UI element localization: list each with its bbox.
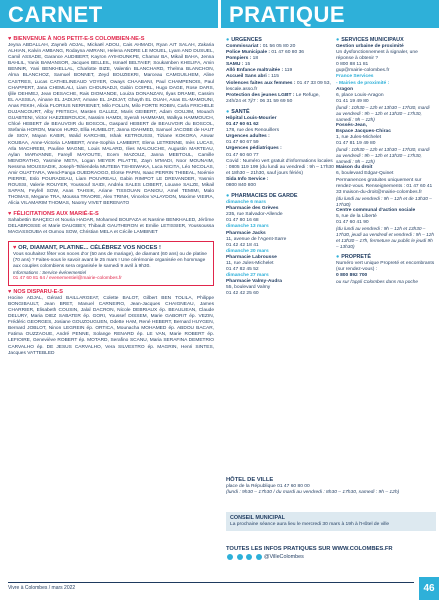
pharmacie-phone: 01 42 42 18 41 (226, 242, 259, 248)
justice-hours: (du lundi au vendredi : 9h – 12h et de 13h30 – 17h30) (336, 195, 432, 207)
bienvenue-names: Jeyna ABDALLAH, Zayneb ADJAL, Mickaël ADOU, Cais AHMADI, Ryan AIT SALAH, Zakaria ALHIAN, Kalvin AMBANG, Rodayna AMRANI, Helena ANDRE LE MOUEL, Lyam AND DUSUEL, Camil ASSADE, Garance AUDIBERT, Kayron AYIHOUNKPE, Chamar BA, Mikail BAHA, Jenna BAHLIL, Yanis BAMANSOR, Jacques BELLEIL, Ismaël BELTAIEF, Soukaïnben KHELIFA, Amin BENNIR, Yani BENKHELLAL, Charlotte BIZE, Valentin BLANCHARD, Thelma BLANCHON, Alma BLANCHOZ, Samuel BONNET, Zeyd BOUZIEKRI, Marceau CAMGUILHEM, Aline CASTRES, Lucas CATHELINEAUD VOYER, Oways CHAABANI, Paul CHAMPENOIS, Paul CHAPPERT, Jana CHEMLALI, Liam CHOUNADJI, Gabin COIPEL, Hugo DAGE, Rose DARS, Ijlile DEHMEJ, Jean DESACHE, Rais DIOMANDE, Louiza DONANZAN, Ilyas DRAME, Cassim EL AASSILA, Ainane EL JADIJAT, Amane EL JADIJAT, Ghayth EL OUAH, Anas EL-MAMOUNI, Anas FEKIH, Alixia FLORIUS NERRIENET, Milo FOLLIN, Milo FORTE ROBIN, Carla FRICHELE DUJANCOURT, Alby FRITSCH, Masten GALLEZ, Maris GEIBERT, Adam GOUJIM, Mouach GUABTENI, Victor HAEZEBROUCK, Nassim HAMDI, Syerah HAMMAMI, Walkya HAMMOUCH, Chloé HEBERT de BEAUVOIR du BOSCOL, Gaspard HEBERT de BEAUVOIR du BOSCOL, Stefania HORON, Manon HURD, Ellia HUMBLOT, Janna IDAHMED, Samuel JACOBE de HAUT de SIGY, Mayan KABIR, Walid KARCHIB, Ishak KETROUSSI, Tiziane KOKORA, Anwar KOUBAA, Anne-Victoria LAMBERT, Anne-Sophia LAMBERT, Elena LETRENNE, Inès LUCAS, Aïla MACHREBI, Pauline MAGNE, Louis MALARD, Ilies MALOUCHE, Augustin MARTEAU, Aylan MARVANNE, Fareyll MAYOUTE, Ecem MAZOUZ, Janna MEBTOUL, Camille MENORATHO, Yasmine META, Logan MEYER PILATTE, Zayn M'MADI, Noor MOUNAIM, Nessma MOUSSADIK, Joseph-Tshiendela MUTEBA TSHISWAKA, Luca NICITA, Léo NICOLAS, Amir OUATTARA, Wend-Panga OUEDRAOGO, Eloïse PAPIN, Isaac PERRIN THIBEAL, Noémie PIERRE, Eslo POURADEAU, Liam POUVREAU, Gabin RIMPOT LE DREVANDER, Yasmin ROUSSI, Valerie ROUYER, Youssouf SAIDI, Andréa SALES LOBERT, Louane SALZE, Mikail SAPAN, Feyfell SOW, Anas TAHSIK, Ariane TISSOUAN DANIOU, Amel TEMIMI, Malo THOMAS, Megane TRA, Moussa TRAORE, Alex TRINH, Vincelov VALAYDON, Maxime VIEIRA, Alicia VILAMARIM THOMAS, Naomy VIVET BERENATO (8, 43, 214, 207)
heart-icon: ♥ (13, 244, 19, 251)
urgence-line: Pompiers : 18 (226, 56, 259, 62)
ccas-title: Centre communal d'action sociale (336, 207, 416, 213)
aragon-title: Aragon (336, 86, 354, 92)
france-services: France Services (336, 74, 374, 80)
justice-title: Maison du droit (336, 165, 373, 171)
carnet-column (8, 33, 214, 568)
pharmacie-item (226, 249, 334, 273)
felicitations-heading: ♥ FÉLICITATIONS AUX MARIÉ-E-S (8, 210, 99, 217)
noces-heading: ♥ OR, DIAMANT, PLATINE... CÉLÉBREZ VOS NOCES ! (13, 244, 161, 251)
bullet-icon: ● (226, 108, 230, 115)
pharmacie-name: Pharmacie Jacks (226, 230, 266, 236)
ccas-addr: 5, rue de la Liberté (336, 213, 377, 219)
urgence-line: Police Municipale : 01 47 60 80 36 (226, 50, 305, 56)
bullet-icon: ● (226, 37, 230, 43)
social-handle[interactable]: @VilleColombes (264, 554, 304, 560)
aragon-hours: (lundi : 10h30 – 12h et 13h30 – 17h30, mardi au vendredi : 9h – 12h et 13h30 – 17h30, samedi : 9h – 12h) (336, 104, 430, 122)
gestion-title: Gestion urbaine de proximité (336, 44, 404, 49)
urgences-adultes-label: Urgences adultes : (226, 134, 270, 140)
urgences-heading: ● URGENCES (226, 37, 262, 43)
urgence-line: Allô Enfance maltraitée : 119 (226, 68, 293, 74)
urgences-pediatriques-phone: 01 47 60 60 77 (226, 152, 259, 158)
urgences-adultes-phone: 01 47 60 67 59 (226, 140, 259, 146)
pharmacie-date: dimanche 13 mars (226, 224, 269, 230)
pharmacie-phone: 01 42 42 25 60 (226, 291, 259, 297)
mairies-proximite: - Mairies de proximité : (336, 80, 390, 86)
linkedin-icon[interactable] (256, 554, 262, 560)
proprete-text: Numéro vert unique Propreté et encombrants (sur rendez-vous) : (336, 261, 435, 273)
footer-magazine: Vivre à Colombes / mars 2022 (8, 585, 76, 591)
carnet-header-band (0, 0, 218, 28)
twitter-icon[interactable] (237, 554, 243, 560)
pratique-column-left (226, 33, 334, 473)
instagram-icon[interactable] (246, 554, 252, 560)
pharmacie-addr: 235, rue Salvador-Allende (226, 212, 283, 218)
urgence-line: Commissariat : 01 56 05 80 20 (226, 44, 296, 49)
hopital-addr: 178, rue des Renouillers (226, 128, 280, 134)
aragon-addr: 6, place Louis-Aragon (336, 92, 384, 98)
pratique-header-band (221, 0, 439, 28)
hotel-addr: place de la République 01 47 60 80 00 (226, 484, 310, 489)
covid-info: Covid : Numéro vert gratuit d'informations locales : 0805 119 199 (du lundi au vendredi : 9h – 17h30 et 18h30 – 21h30, sauf jours fériés) (226, 158, 334, 176)
noces-text: Vous souhaitez fêter vos noces d'or (50 ans de mariage), de diamant (60 ans) ou de platine (70 ans) ? Faites-nous le savoir avant le 25 mars ! Une cérémonie organisée en hommage aux couples colombiens sera organisée le samedi 9 avril à 9h30. (13, 251, 207, 269)
pharmacie-addr: 55, boulevard Valmy (226, 285, 271, 291)
urgence-line: Violences faites aux femmes : 01 47 33 09 53, lescale.asso.fr (226, 80, 331, 92)
fosses-sub: Espace Jacques-Chirac (336, 129, 391, 135)
hopital-title: Hôpital Louis-Mourier (226, 115, 277, 121)
pharmacie-phone: 01 47 82 45 52 (226, 267, 259, 273)
pharmacie-date: dimanche 6 mars (226, 200, 266, 206)
ccas-hours: (du lundi au vendredi : 9h – 12h et 13h30 – 17h30, jeudi au vendredi et vendredi : 9h – 12h et 13h30 – 17h, fermeture au public le jeudi 9h – 13h30) (336, 226, 434, 250)
noces-box (8, 241, 214, 286)
noces-contact[interactable]: 01 47 60 81 64 / evenementiel@mairie-colombes.fr (13, 275, 122, 281)
noces-info: Informations : Service événementiel (13, 269, 87, 275)
heart-icon: ♥ (8, 36, 12, 42)
pharmacie-addr: 11, avenue de l'Agent-Sarre (226, 236, 287, 242)
pharmacie-date: dimanche 20 mars (226, 248, 269, 254)
bullet-icon: ● (336, 37, 340, 43)
gestion-mail[interactable]: gup@mairie-colombes.fr (336, 68, 390, 74)
pharmacie-addr: 11, rue Jules-Michelet (226, 261, 274, 266)
pharmacie-item (226, 273, 334, 297)
proprete-heading: ● PROPRETÉ (336, 254, 371, 261)
bienvenue-heading: ♥ BIENVENUE À NOS PETIT-E-S COLOMBIEN-NE-S (8, 36, 145, 42)
urgence-line: Accueil Sans abri : 115 (226, 74, 279, 80)
infos-heading[interactable]: TOUTES LES INFOS PRATIQUES SUR WWW.COLOMBES.FR (226, 546, 393, 552)
ccas-phone: 01 47 60 41 90 (336, 219, 369, 225)
pharmacie-name: Pharmacie Labrousse (226, 254, 277, 260)
pratique-title: PRATIQUE (229, 2, 346, 27)
infos-pratiques-block (226, 546, 436, 561)
disparus-names: Hocine ADJAL, Gérard BAILLARGEAT, Colette BALOT, Gilbert BEN TOLILA, Philippe BONGIBAULT, Jean BRET, Manuel CARNEIRO, Jean-Jacques CHAIGNEAU, James CHARRIER, Elisabeth COUSIN, Jalal DACRON, Nicole DEBRIAUX ép. BEAULIEAN, Claude DELURY, Maria DIEZ SABATER ép. GORI, Youssef DISSEM, Marie GABORIT ép. VEZIN, Frédéric GEORGES, Josiane GOUZOUGUEN, Odette HAM, René HEBERT, Bernard HUYGEN, Bernard JOBLOT, Ninon LEGREIN ép. ORTICA, Mounacha MOHAMED ép. ABDOU BACAR, Fatima OUZZAOUE, André PENNE, Solange RENARD ép. LE VAN, Marie ROBERT ép. LEFIOIRE, Geneviève ROBERT ép. MOTARD, Serafino SCANU, Maria SERAFINA DEMETRIO CARVALHO ép. DE JESUS CARVALHO, Vera SILVESTRO ép. MAGRIN, Henri SINTES, Jacques VATTEBLED (8, 295, 214, 356)
pharmacie-name: Pharmacie Valmy-Audra (226, 279, 282, 285)
hopital-phone: 01 47 60 61 62 (226, 122, 259, 128)
heart-icon: ♥ (8, 288, 12, 295)
pharmacie-item (226, 200, 334, 224)
justice-text: Permanences gratuites uniquement sur rendez-vous. Renseignements : 01 47 60 41 33 maison-du-droit@mairie-colombes.fr (336, 177, 433, 195)
hotel-hours: (lundi : 9h30 – 17h30 / du mardi au vendredi : 8h30 – 17h30, samedi : 9h – 12h) (226, 490, 400, 496)
pharmacies-heading: ● PHARMACIES DE GARDE (226, 193, 298, 200)
fosses-phone: 01 47 81 19 49 80 (336, 141, 376, 147)
fosses-addr: 1, rue Jules-Michelet (336, 135, 382, 141)
facebook-icon[interactable] (227, 554, 233, 560)
pharmacie-item (226, 224, 334, 248)
urgences-pediatriques-label: Urgences pédiatriques : (226, 146, 282, 152)
gestion-phone: 0 800 88 11 81 (336, 62, 369, 68)
felicitations-names: Sahabettin BAHÇECI et Nouria HADAR, Mohamed BOUFAZA et Nasrine BENKHALED, Jérôme DELABROSSE et Marie DAUGBEY, Thibault GAUTHERON et Emilie LETISSIER, Youssoussa MAGASSOUBA et Oumou SOW, Christian MELA et Cécile LAMBINET (8, 217, 214, 235)
carnet-title: CARNET (8, 2, 103, 27)
urgences-list (226, 44, 334, 105)
disparus-heading: ♥ NOS DISPARU-E-S (8, 288, 63, 295)
sida-phone: 0800 840 800 (226, 182, 256, 188)
pharmacie-date: dimanche 27 mars (226, 273, 269, 279)
services-heading: ● SERVICES MUNICIPAUX (336, 37, 404, 43)
fosses-hours: (lundi : 10h30 – 12h et 13h30 – 17h30, mardi au vendredi : 9h – 12h et 13h30 – 17h30, samedi : 9h – 12h) (336, 147, 430, 165)
justice-addr: 6, boulevard Edgar-Quinet (336, 171, 394, 177)
hotel-heading: HÔTEL DE VILLE (226, 477, 274, 483)
social-row (226, 553, 436, 561)
gestion-text: Un dysfonctionnement à signaler, une réponse à obtenir ? (336, 50, 418, 62)
proprete-phone: 0 800 892 700 (336, 273, 368, 279)
bullet-icon: ● (336, 254, 340, 261)
conseil-text: La prochaine séance aura lieu le mercredi 30 mars à 19h à l'Hôtel de ville (230, 522, 390, 527)
urgence-line: Protection des jeunes LGBT : Le Refuge, 24h/24 et 7j/7 : 06 31 59 69 50 (226, 92, 320, 104)
sida-label: Sida Info Service : (226, 176, 269, 182)
pharmacie-phone: 01 47 80 16 68 (226, 218, 259, 224)
sante-heading: ● SANTÉ (226, 108, 250, 115)
conseil-heading: CONSEIL MUNICIPAL (230, 515, 285, 521)
heart-icon: ♥ (8, 210, 12, 217)
page-number: 46 (419, 577, 439, 600)
pharmacie-name: Pharmacie des Grèves (226, 206, 279, 212)
footer-rule (8, 582, 414, 583)
proprete-app: ou sur l'appli Colombes dans ma poche (336, 279, 418, 285)
aragon-phone: 01 41 19 49 80 (336, 98, 369, 104)
hotel-de-ville-block (226, 477, 436, 496)
urgence-line: SAMU : 15 (226, 62, 251, 68)
fosses-title: Fossés-Jean, (336, 122, 367, 128)
conseil-municipal-box (226, 512, 436, 531)
pratique-column-right (336, 33, 436, 473)
bullet-icon: ● (226, 193, 230, 200)
